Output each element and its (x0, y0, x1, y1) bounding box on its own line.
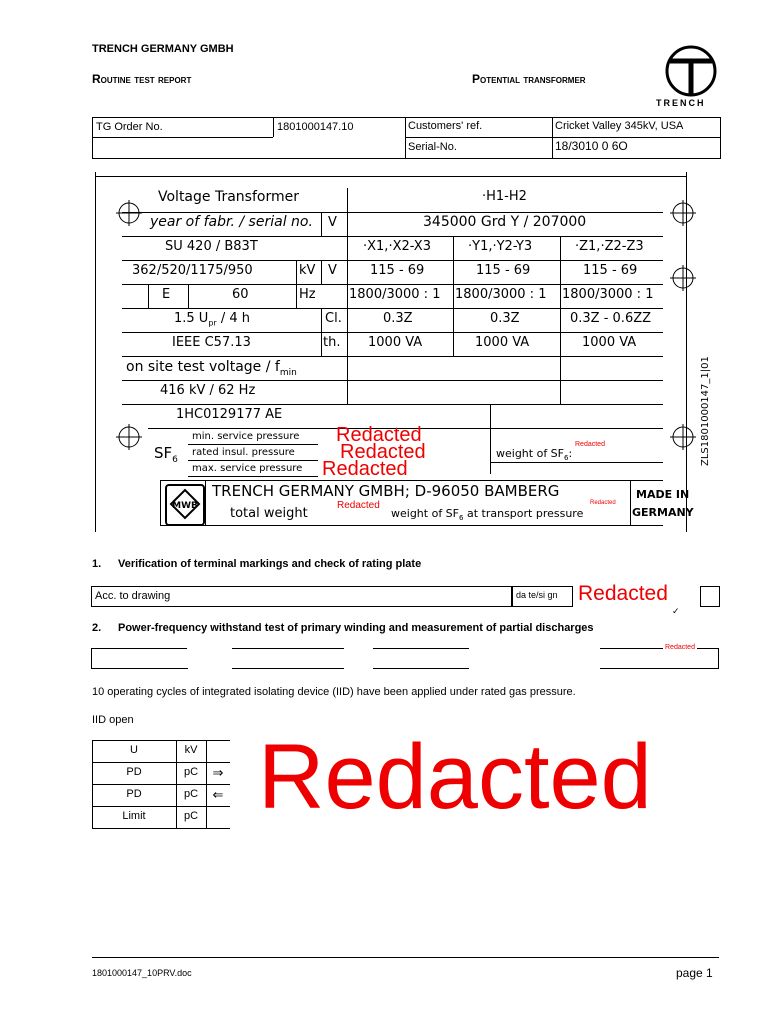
model: SU 420 / B83T (165, 239, 258, 254)
min-pressure: min. service pressure (192, 431, 300, 442)
rated-voltage: 345000 Grd Y / 207000 (423, 214, 587, 230)
mounting-hole-icon (670, 265, 696, 291)
x-ratio: 115 - 69 (370, 263, 425, 278)
serial-label: Serial-No. (408, 141, 457, 153)
serial-value: 18/3010 0 6O (555, 139, 628, 153)
rating-plate: Voltage Transformer year of fabr. / serial no. V SU 420 / B83T 362/520/1175/950 kV V E 60 Hz 1.5 $U_{pr} / 4$ h Cl. IEEE C57.13 th. on site test voltage / $f_{min}$ 416 kV / 62 Hz 1HC0129177 AE ·H1-H2 345000 Grd Y / 207000 ·X1,·X2-X3 ·Y1,·Y2-Y3 ·Z1,·Z2-Z3 115 - 69 115 - 69 115 - 69 1800/3000 : 1 1800/3000 : 1 1800/3000 : 1 0.3Z 0.3Z 0.3Z - 0.6ZZ 1000 VA 1000 VA 1000 VA $SF_6$ min. service pressure rated insul. pressure max. service pressure Redacted Redacted Redacted Redacted weight of $SF_6$: MWB TRENCH GERMANY GMBH; D-96050 BAMBERG MADE IN GERMANY total weight Redacted weight of $SF_6$ at transport pressure Redacted ZLS1801000147_1|01 (0, 0, 770, 540)
acc-drawing: Acc. to drawing (95, 590, 171, 602)
z-ratio: 115 - 69 (583, 263, 638, 278)
z-turns: 1800/3000 : 1 (562, 287, 654, 302)
year-serial: year of fabr. / serial no. (150, 214, 313, 230)
company-name: TRENCH GERMANY GMBH (92, 43, 234, 55)
upr-label: 1.5 $U_{pr} / 4$ h (174, 311, 250, 328)
redacted-small-2: Redacted (337, 500, 380, 511)
date-sign-label: da te/si gn (516, 590, 558, 600)
total-weight: total weight (230, 506, 308, 521)
terminal-h: ·H1-H2 (482, 189, 527, 204)
redacted-max: Redacted (322, 458, 408, 480)
unit-v2: V (328, 263, 337, 278)
redacted-rated: Redacted (340, 441, 426, 463)
arrow-right-icon: ⇒ (212, 765, 224, 780)
section2-redacted-small: Redacted (665, 644, 695, 651)
mwb-logo (165, 484, 205, 526)
section1-number: 1. (92, 558, 102, 570)
germany: GERMANY (632, 506, 694, 519)
logo-text: TRENCH (656, 98, 706, 108)
order-label: TG Order No. (96, 121, 163, 133)
y-burden: 1000 VA (475, 335, 530, 350)
table-cell: PD (126, 766, 142, 778)
table-cell: kV (184, 744, 198, 756)
x-turns: 1800/3000 : 1 (349, 287, 441, 302)
x-class: 0.3Z (383, 311, 413, 326)
footer-page: page 1 (676, 966, 713, 980)
iid-open: IID open (92, 714, 134, 726)
company-line: TRENCH GERMANY GMBH; D-96050 BAMBERG (212, 482, 560, 500)
customer-ref-value: Cricket Valley 345kV, USA (555, 120, 684, 132)
redacted-small-1: Redacted (575, 441, 605, 448)
mounting-hole-icon (670, 424, 696, 450)
z-class: 0.3Z - 0.6ZZ (570, 311, 652, 326)
redacted-min: Redacted (336, 424, 422, 446)
s2-box-1 (91, 648, 188, 669)
y-terms: ·Y1,·Y2-Y3 (468, 239, 533, 254)
standard: IEEE C57.13 (172, 335, 251, 350)
onsite-label: on site test voltage / $f_{min}$ (126, 359, 297, 378)
unit-hz: Hz (299, 287, 316, 302)
redacted-small-3: Redacted (590, 500, 616, 506)
x-terms: ·X1,·X2-X3 (363, 239, 431, 254)
sf6-label: $SF_6$ (154, 444, 178, 465)
y-ratio: 115 - 69 (476, 263, 531, 278)
max-pressure: max. service pressure (192, 463, 303, 474)
pd-table (92, 740, 230, 828)
table-cell: pC (183, 766, 199, 778)
section1-title: Verification of terminal markings and check of rating plate (118, 558, 422, 570)
plate-title: Voltage Transformer (158, 189, 299, 205)
svg-text:MWB: MWB (172, 501, 198, 511)
z-terms: ·Z1,·Z2-Z3 (575, 239, 644, 254)
mwb-logo-icon (167, 486, 203, 524)
arrow-left-icon: ⇐ (212, 787, 224, 802)
unit-th: th. (323, 335, 341, 350)
rated-pressure: rated insul. pressure (192, 447, 295, 458)
y-class: 0.3Z (490, 311, 520, 326)
unit-cl: Cl. (325, 311, 342, 326)
table-cell: pC (183, 810, 199, 822)
mounting-hole-icon (116, 424, 142, 450)
section2-title: Power-frequency withstand test of primary winding and measurement of partial discharges (118, 622, 594, 634)
z-burden: 1000 VA (582, 335, 637, 350)
sign-box (700, 586, 720, 607)
report-title: Routine test report (92, 72, 192, 86)
mounting-hole-icon (116, 200, 142, 226)
iid-paragraph: 10 operating cycles of integrated isolating device (IID) have been applied under rated gas pressure. (92, 686, 576, 698)
onsite-value: 416 kV / 62 Hz (160, 383, 256, 398)
order-value: 1801000147.10 (277, 121, 354, 133)
customer-ref-label: Customers' ref. (408, 120, 483, 132)
e-label: E (162, 287, 171, 302)
section1-redacted: Redacted (578, 582, 668, 605)
big-redacted: Redacted (258, 726, 652, 828)
frequency: 60 (232, 287, 249, 302)
report-type: Potential transformer (472, 72, 586, 86)
y-turns: 1800/3000 : 1 (455, 287, 547, 302)
section2-number: 2. (92, 622, 102, 634)
plate-id: 1HC0129177 AE (176, 407, 283, 422)
table-cell: U (130, 744, 138, 756)
unit-v: V (328, 215, 337, 230)
made-in: MADE IN (636, 488, 690, 501)
weight-sf6: weight of $SF_6$: (496, 447, 573, 463)
footer-filename: 1801000147_10PRV.doc (92, 968, 192, 978)
mounting-hole-icon (670, 200, 696, 226)
x-burden: 1000 VA (368, 335, 423, 350)
ratings: 362/520/1175/950 (132, 263, 253, 278)
table-cell: Limit (122, 810, 146, 822)
tick-mark: ✓ (672, 606, 680, 616)
weight-transport: weight of $SF_6$ at transport pressure (391, 507, 584, 523)
table-cell: PD (126, 788, 142, 800)
unit-kv: kV (299, 263, 316, 278)
table-cell: pC (183, 788, 199, 800)
